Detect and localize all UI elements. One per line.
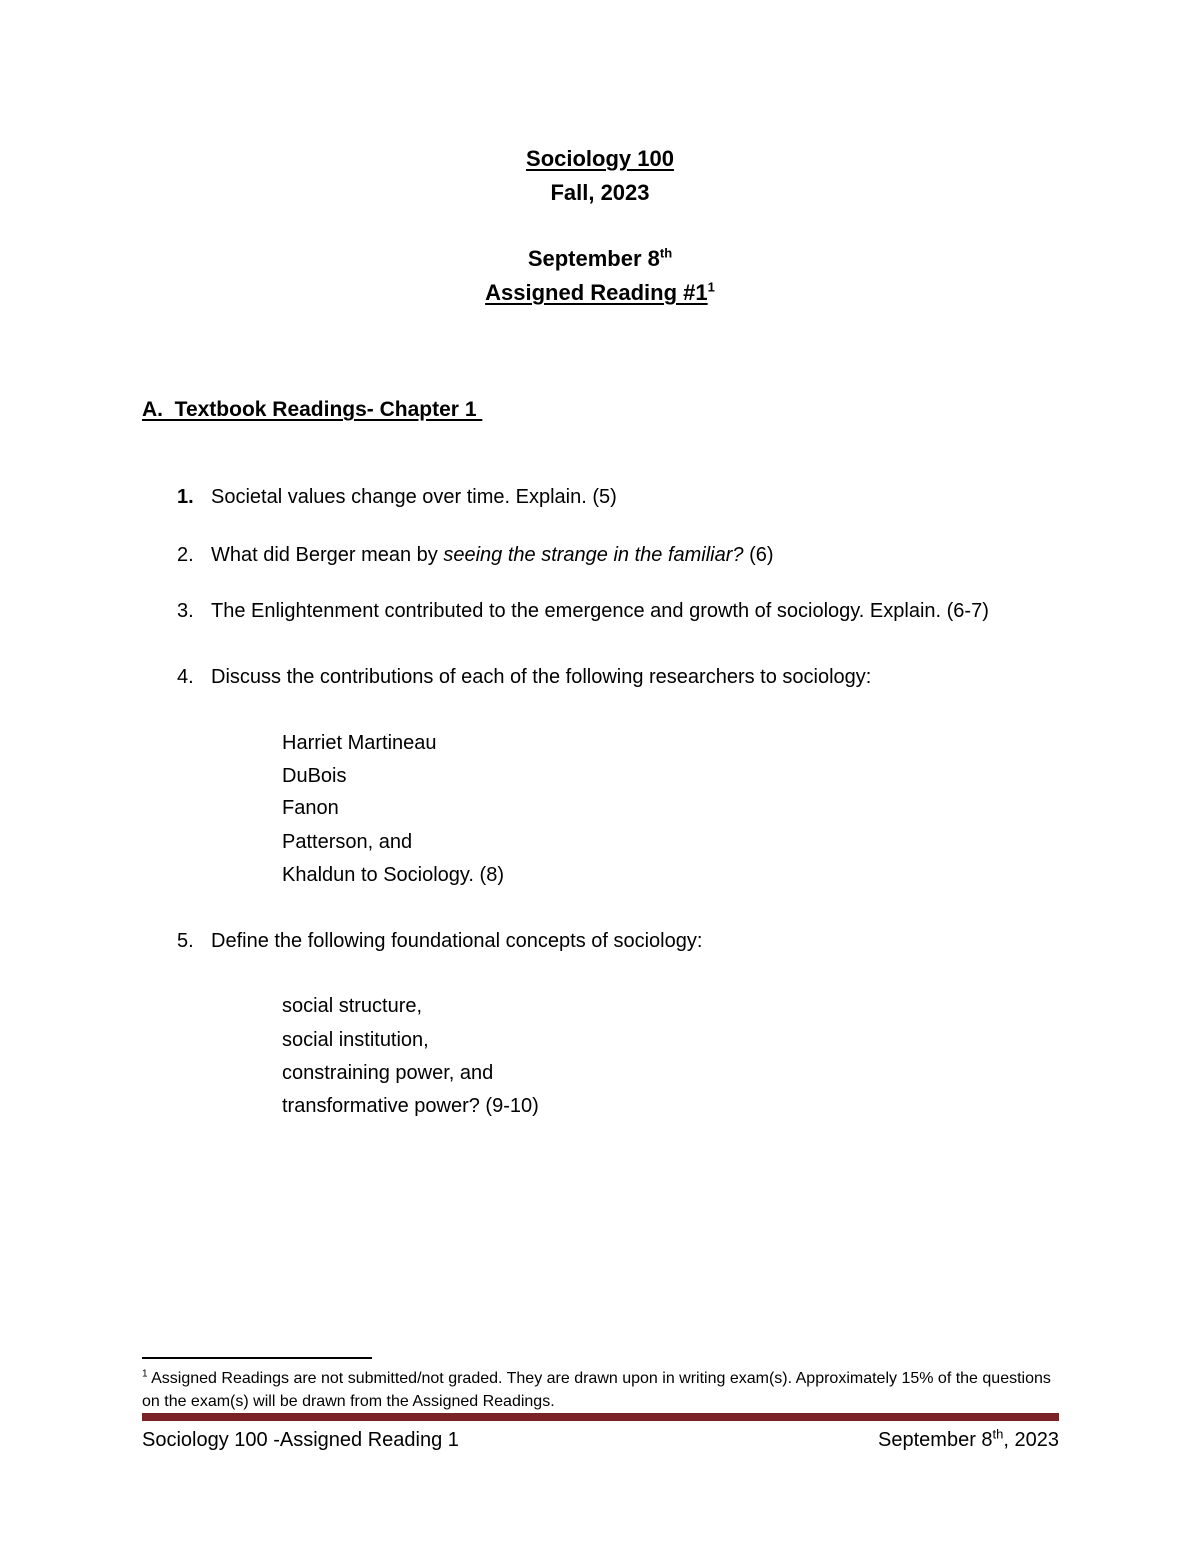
- term: Fall, 2023: [550, 180, 650, 205]
- question-number: 2.: [177, 544, 194, 566]
- question-5: [177, 931, 702, 951]
- researcher-item: Patterson, and: [282, 831, 413, 853]
- date-text: September 8: [527, 246, 660, 271]
- question-number: 5.: [177, 930, 194, 952]
- course-title: Sociology 100: [526, 146, 674, 171]
- footer-date: [878, 1426, 1059, 1451]
- date-suffix: th: [659, 245, 673, 261]
- question-text: The Enlightenment contributed to the emergence and growth of sociology. Explain. (6-7): [211, 600, 989, 622]
- assignment-title: Assigned Reading #1: [485, 280, 708, 305]
- footer-divider: [142, 1413, 1059, 1421]
- concept-item: social institution,: [282, 1029, 429, 1051]
- footnote-number: 1: [142, 1368, 148, 1380]
- researcher-item: Fanon: [282, 797, 339, 819]
- researcher-item: DuBois: [282, 765, 347, 787]
- question-text: What did Berger mean by: [211, 544, 444, 566]
- question-page-ref: (6): [743, 544, 774, 566]
- footnote-text: Assigned Readings are not submitted/not graded. They are drawn upon in writing exam(s). Approximately 15% of the questions on the exam(s) will be drawn from the Assigned Readings.: [142, 1370, 1051, 1410]
- assignment-heading: [0, 279, 1200, 305]
- question-1: [177, 487, 617, 507]
- concept-item: social structure,: [282, 995, 423, 1017]
- footer-date-year: , 2023: [1003, 1429, 1059, 1451]
- question-italic-phrase: seeing the strange in the familiar?: [443, 544, 744, 566]
- question-text: Societal values change over time. Explain. (5): [211, 486, 617, 508]
- researcher-item: Harriet Martineau: [282, 732, 437, 754]
- question-text: Define the following foundational concepts of sociology:: [211, 930, 703, 952]
- date-heading: [0, 245, 1200, 271]
- concept-item: constraining power, and: [282, 1062, 494, 1084]
- question-4: [177, 667, 871, 687]
- concept-item: transformative power? (9-10): [282, 1095, 539, 1117]
- footnote-separator: [142, 1357, 372, 1359]
- footer-date-text: September 8: [878, 1429, 993, 1451]
- question-number: 4.: [177, 666, 194, 688]
- question-number: 1.: [177, 486, 194, 508]
- footer-title: Sociology 100 -Assigned Reading 1: [142, 1429, 459, 1451]
- question-number: 3.: [177, 600, 194, 622]
- question-3: [177, 601, 989, 621]
- question-text: Discuss the contributions of each of the following researchers to sociology:: [211, 666, 872, 688]
- section-heading: A. Textbook Readings- Chapter 1: [142, 398, 483, 421]
- footnote-ref: 1: [707, 279, 715, 295]
- footnote: [142, 1367, 1062, 1413]
- footer-date-suffix: th: [992, 1426, 1004, 1442]
- question-2: [177, 545, 774, 565]
- researcher-item: Khaldun to Sociology. (8): [282, 864, 504, 886]
